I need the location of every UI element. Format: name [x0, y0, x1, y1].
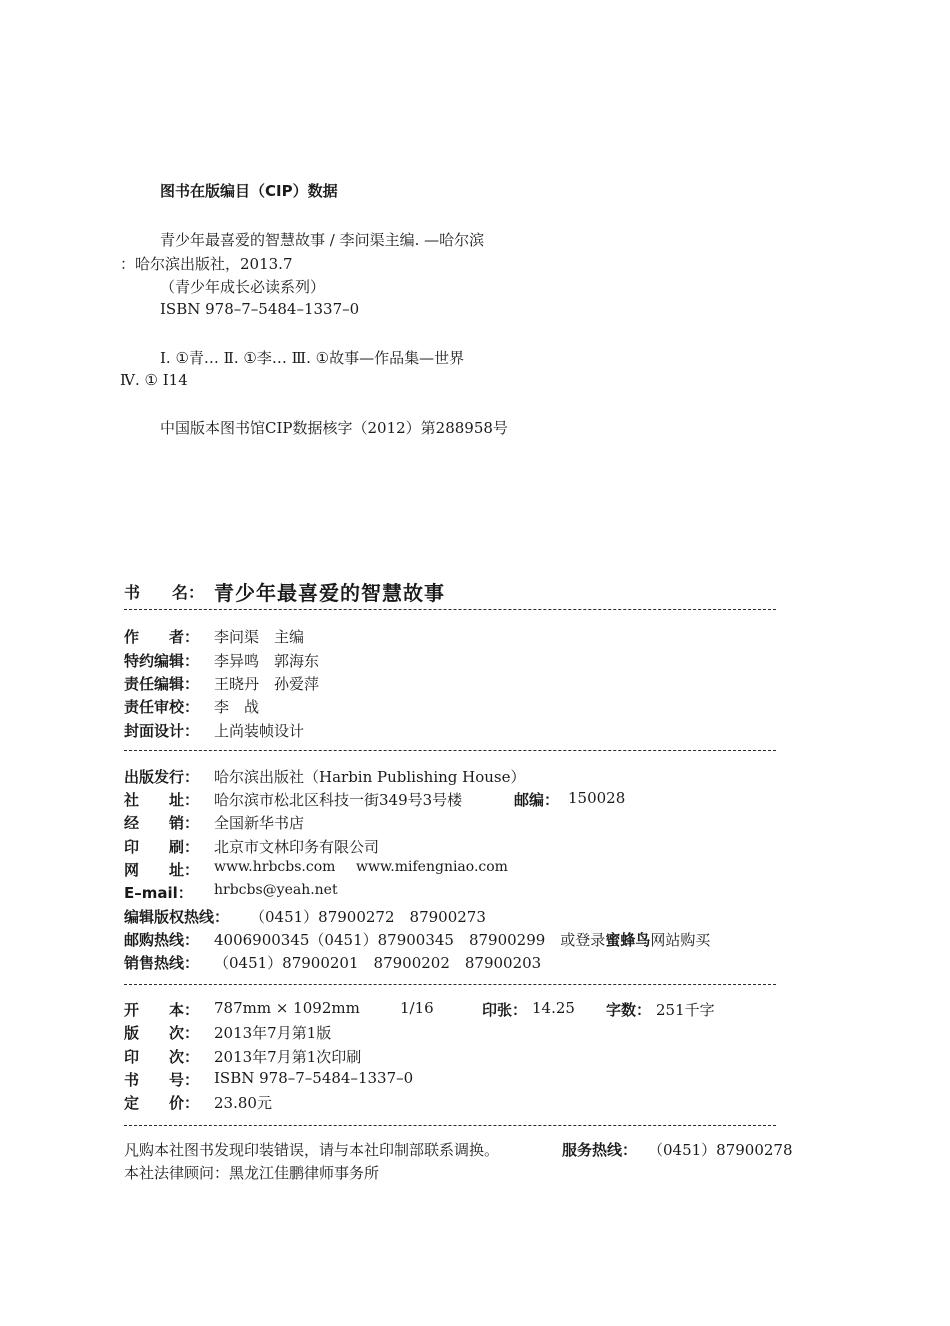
cip-title: 图书在版编目（CIP）数据 — [160, 182, 338, 200]
book-name-label: 书 名： — [124, 583, 205, 602]
postcode-label: 邮编： — [514, 791, 560, 809]
email-link[interactable]: hrbcbs@yeah.net — [214, 882, 338, 898]
sheets-value: 14.25 — [532, 999, 575, 1017]
cip-line-series: （青少年成长必读系列） — [160, 278, 326, 296]
publisher-address-row — [124, 789, 724, 811]
distributor-value: 全国新华书店 — [214, 814, 305, 832]
cip-line-classification-2: Ⅳ. ① I14 — [120, 371, 188, 389]
credit-value: 王晓丹 孙爱萍 — [214, 675, 320, 693]
printing-value: 2013年7月第1次印刷 — [214, 1048, 362, 1066]
website-label: 网 址： — [124, 861, 200, 879]
credit-value: 上尚装帧设计 — [214, 722, 305, 740]
issue-value: 哈尔滨出版社（Harbin Publishing House） — [214, 768, 526, 786]
credit-value: 李问渠 主编 — [214, 628, 305, 646]
mail-label: 邮购热线： — [124, 931, 200, 949]
mail-numbers: 4006900345（0451）87900345 87900299 或登录 — [214, 931, 606, 949]
credit-label: 特约编辑： — [124, 652, 200, 670]
service-hotline-value: （0451）87900278 — [648, 1141, 793, 1159]
sales-label: 销售热线： — [124, 954, 200, 972]
format-value: 787mm × 1092mm — [214, 999, 360, 1017]
price-label: 定 价： — [124, 1094, 200, 1112]
cip-line-classification: Ⅰ. ①青… Ⅱ. ①李… Ⅲ. ①故事—作品集—世界 — [160, 349, 465, 367]
book-name: 青少年最喜爱的智慧故事 — [214, 581, 445, 605]
price-value: 23.80元 — [214, 1094, 272, 1112]
distributor-label: 经 销： — [124, 814, 200, 832]
service-hotline-label: 服务热线： — [562, 1141, 638, 1159]
website-row — [124, 859, 724, 881]
format-row — [124, 999, 744, 1021]
website-link-2[interactable]: www.mifengniao.com — [356, 859, 508, 875]
email-label: E–mail： — [124, 884, 193, 902]
isbn-value: ISBN 978–7–5484–1337–0 — [214, 1069, 414, 1087]
credit-label: 责任审校： — [124, 698, 200, 716]
credit-label: 作 者： — [124, 628, 200, 646]
footer-notice: 凡购本社图书发现印装错误，请与本社印制部联系调换。 — [124, 1141, 500, 1159]
words-value: 251千字 — [656, 1001, 715, 1019]
footer-legal: 本社法律顾问：黑龙江佳鹏律师事务所 — [124, 1164, 380, 1182]
format-label: 开 本： — [124, 1001, 200, 1019]
credit-label: 封面设计： — [124, 722, 200, 740]
divider-2 — [124, 750, 776, 751]
mail-brand: 蜜蜂鸟 — [605, 931, 651, 949]
address-value: 哈尔滨市松北区科技一街349号3号楼 — [214, 791, 463, 809]
divider-1 — [124, 609, 776, 610]
printing-label: 印 次： — [124, 1048, 200, 1066]
divider-3 — [124, 984, 776, 985]
edition-value: 2013年7月第1版 — [214, 1024, 332, 1042]
cip-line-record: 中国版本图书馆CIP数据核字（2012）第288958号 — [160, 419, 508, 437]
editorial-value: （0451）87900272 87900273 — [250, 908, 486, 926]
address-label: 社 址： — [124, 791, 200, 809]
edition-label: 版 次： — [124, 1024, 200, 1042]
sales-value: （0451）87900201 87900202 87900203 — [214, 954, 542, 972]
mail-value — [214, 929, 710, 950]
website-link-1[interactable]: www.hrbcbs.com — [214, 859, 336, 875]
mail-suffix: 网站购买 — [650, 931, 711, 949]
words-label: 字数： — [606, 1001, 652, 1019]
cip-line-publisher: ：哈尔滨出版社，2013.7 — [120, 255, 293, 273]
issue-label: 出版发行： — [124, 768, 200, 786]
printer-label: 印 刷： — [124, 838, 200, 856]
sheets-label: 印张： — [482, 1001, 528, 1019]
printer-value: 北京市文林印务有限公司 — [214, 838, 380, 856]
credit-value: 李异鸣 郭海东 — [214, 652, 320, 670]
cip-line-isbn: ISBN 978–7–5484–1337–0 — [160, 300, 360, 318]
format-fraction: 1/16 — [400, 999, 434, 1017]
postcode-value: 150028 — [568, 789, 626, 807]
credit-label: 责任编辑： — [124, 675, 200, 693]
isbn-label: 书 号： — [124, 1071, 200, 1089]
divider-4 — [124, 1125, 776, 1126]
cip-line-title: 青少年最喜爱的智慧故事 / 李问渠主编. —哈尔滨 — [160, 231, 485, 249]
credit-value: 李 战 — [214, 698, 260, 716]
editorial-label: 编辑版权热线： — [124, 908, 230, 926]
